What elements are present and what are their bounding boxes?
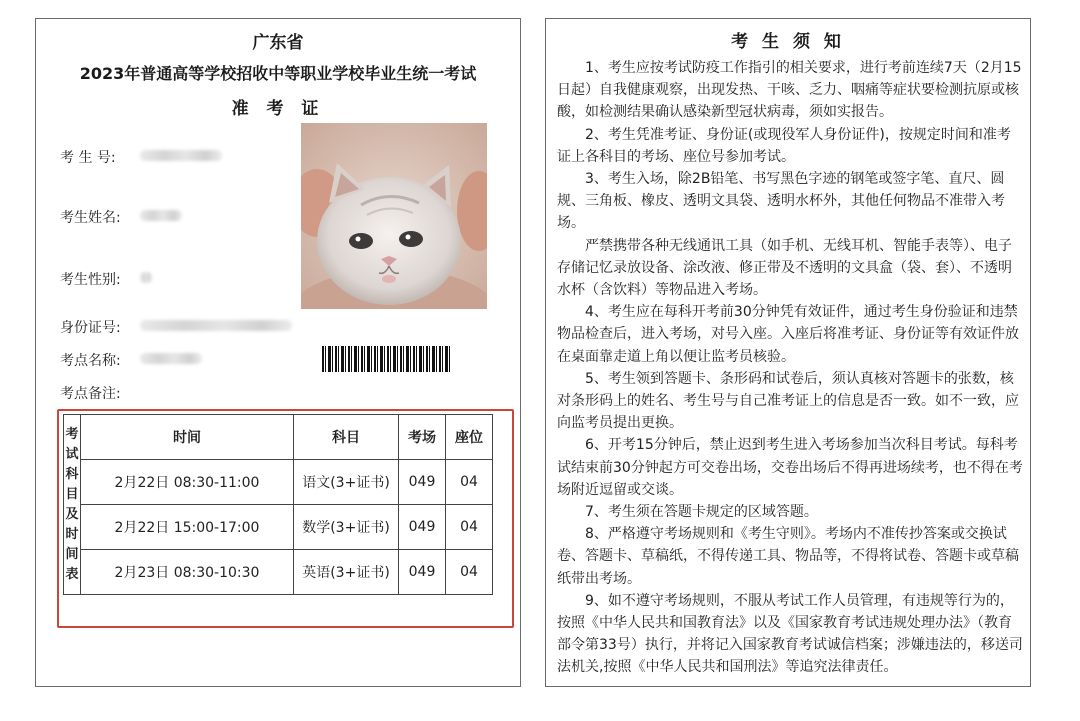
- cell-time: 2月22日 08:30-11:00: [81, 460, 294, 505]
- candidate-gender-label: 考生性别:: [60, 272, 121, 288]
- cell-subject: 英语(3+证书): [294, 550, 399, 595]
- province-heading: 广东省: [252, 33, 304, 53]
- site-remark-label: 考点备注:: [60, 386, 121, 402]
- notice-body: [557, 57, 1023, 679]
- notice-paragraph: 6、开考15分钟后，禁止迟到考生进入考场参加当次科目考试。每科考试结束前30分钟起方可交卷出场，交卷出场后不得再进场续考，也不得在考场附近逗留或交谈。: [557, 437, 1023, 498]
- cell-subject: 数学(3+证书): [294, 505, 399, 550]
- cell-seat: 04: [446, 460, 493, 505]
- header-seat: 座位: [446, 415, 493, 460]
- header-time: 时间: [81, 415, 294, 460]
- kitten-photo-image: [301, 123, 487, 309]
- table-row: [64, 505, 493, 550]
- schedule-side-label: 考 试 科 目 及 时 间 表: [64, 415, 81, 595]
- cell-subject: 语文(3+证书): [294, 460, 399, 505]
- notice-paragraph: 1、考生应按考试防疫工作指引的相关要求，进行考前连续7天（2月15日起）自我健康观察，出现发热、干咳、乏力、咽痛等症状要检测抗原或核酸，如检测结果确认感染新型冠状病毒，须如实报告。: [557, 60, 1022, 121]
- cell-seat: 04: [446, 550, 493, 595]
- notice-paragraph: 3、考生入场，除2B铅笔、书写黑色字迹的钢笔或签字笔、直尺、圆规、三角板、橡皮、透明文具袋、透明水杯外，其他任何物品不准带入考场。: [557, 171, 1005, 232]
- notice-paragraph: 9、如不遵守考场规则，不服从考试工作人员管理，有违规等行为的，按照《中华人民共和国教育法》以及《国家教育考试违规处理办法》（教育部令第33号）执行，并将记入国家教育考试诚信档案；涉嫌违法的，移送司法机关,按照《中华人民共和国刑法》等追究法律责任。: [557, 592, 1023, 676]
- notice-title: 考 生 须 知: [731, 32, 845, 52]
- exam-schedule-table: [63, 414, 493, 595]
- exam-site-label: 考点名称:: [60, 353, 121, 369]
- candidate-number-redacted: [140, 150, 222, 161]
- id-number-redacted: [140, 320, 292, 331]
- candidate-notice-card: [545, 18, 1031, 687]
- header-room: 考场: [399, 415, 446, 460]
- candidate-number-label: 考 生 号:: [60, 150, 116, 166]
- notice-paragraph: 8、严格遵守考场规则和《考生守则》。考场内不准传抄答案或交换试卷、答题卡、草稿纸，不得传递工具、物品等，不得将试卷、答题卡或草稿纸带出考场。: [557, 526, 1019, 587]
- cell-room: 049: [399, 550, 446, 595]
- cell-room: 049: [399, 460, 446, 505]
- schedule-header-row: [64, 415, 493, 460]
- notice-paragraph: 4、考生应在每科开考前30分钟凭有效证件，通过考生身份验证和违禁物品检查后，进入考场，对号入座。入座后将准考证、身份证等有效证件放在桌面靠走道上角以便让监考员核验。: [557, 304, 1019, 365]
- table-row: [64, 550, 493, 595]
- admission-ticket-card: [35, 18, 521, 687]
- table-row: [64, 460, 493, 505]
- notice-paragraph: 严禁携带各种无线通讯工具（如手机、无线耳机、智能手表等）、电子存储记忆录放设备、涂改液、修正带及不透明的文具盒（袋、套）、不透明水杯（含饮料）等物品进入考场。: [557, 237, 1012, 299]
- cell-time: 2月22日 15:00-17:00: [81, 505, 294, 550]
- candidate-gender-redacted: [140, 272, 152, 283]
- ticket-title: 准 考 证: [231, 99, 325, 119]
- exam-name-heading: 2023年普通高等学校招收中等职业学校毕业生统一考试: [79, 64, 477, 83]
- candidate-name-label: 考生姓名:: [60, 210, 121, 226]
- notice-paragraph: 2、考生凭准考证、身份证(或现役军人身份证件)，按规定时间和准考证上各科目的考场、座位号参加考试。: [557, 126, 1011, 165]
- candidate-name-redacted: [140, 210, 182, 221]
- cell-seat: 04: [446, 505, 493, 550]
- cell-room: 049: [399, 505, 446, 550]
- barcode: [322, 346, 452, 372]
- exam-site-redacted: [140, 353, 202, 364]
- candidate-photo: [301, 123, 487, 309]
- cell-time: 2月23日 08:30-10:30: [81, 550, 294, 595]
- header-subject: 科目: [294, 415, 399, 460]
- id-number-label: 身份证号:: [60, 320, 121, 336]
- notice-paragraph: 7、考生须在答题卡规定的区域答题。: [585, 504, 818, 521]
- notice-paragraph: 5、考生领到答题卡、条形码和试卷后，须认真核对答题卡的张数，核对条形码上的姓名、考生号与自己准考证上的信息是否一致。如不一致，应向监考员提出更换。: [557, 370, 1019, 432]
